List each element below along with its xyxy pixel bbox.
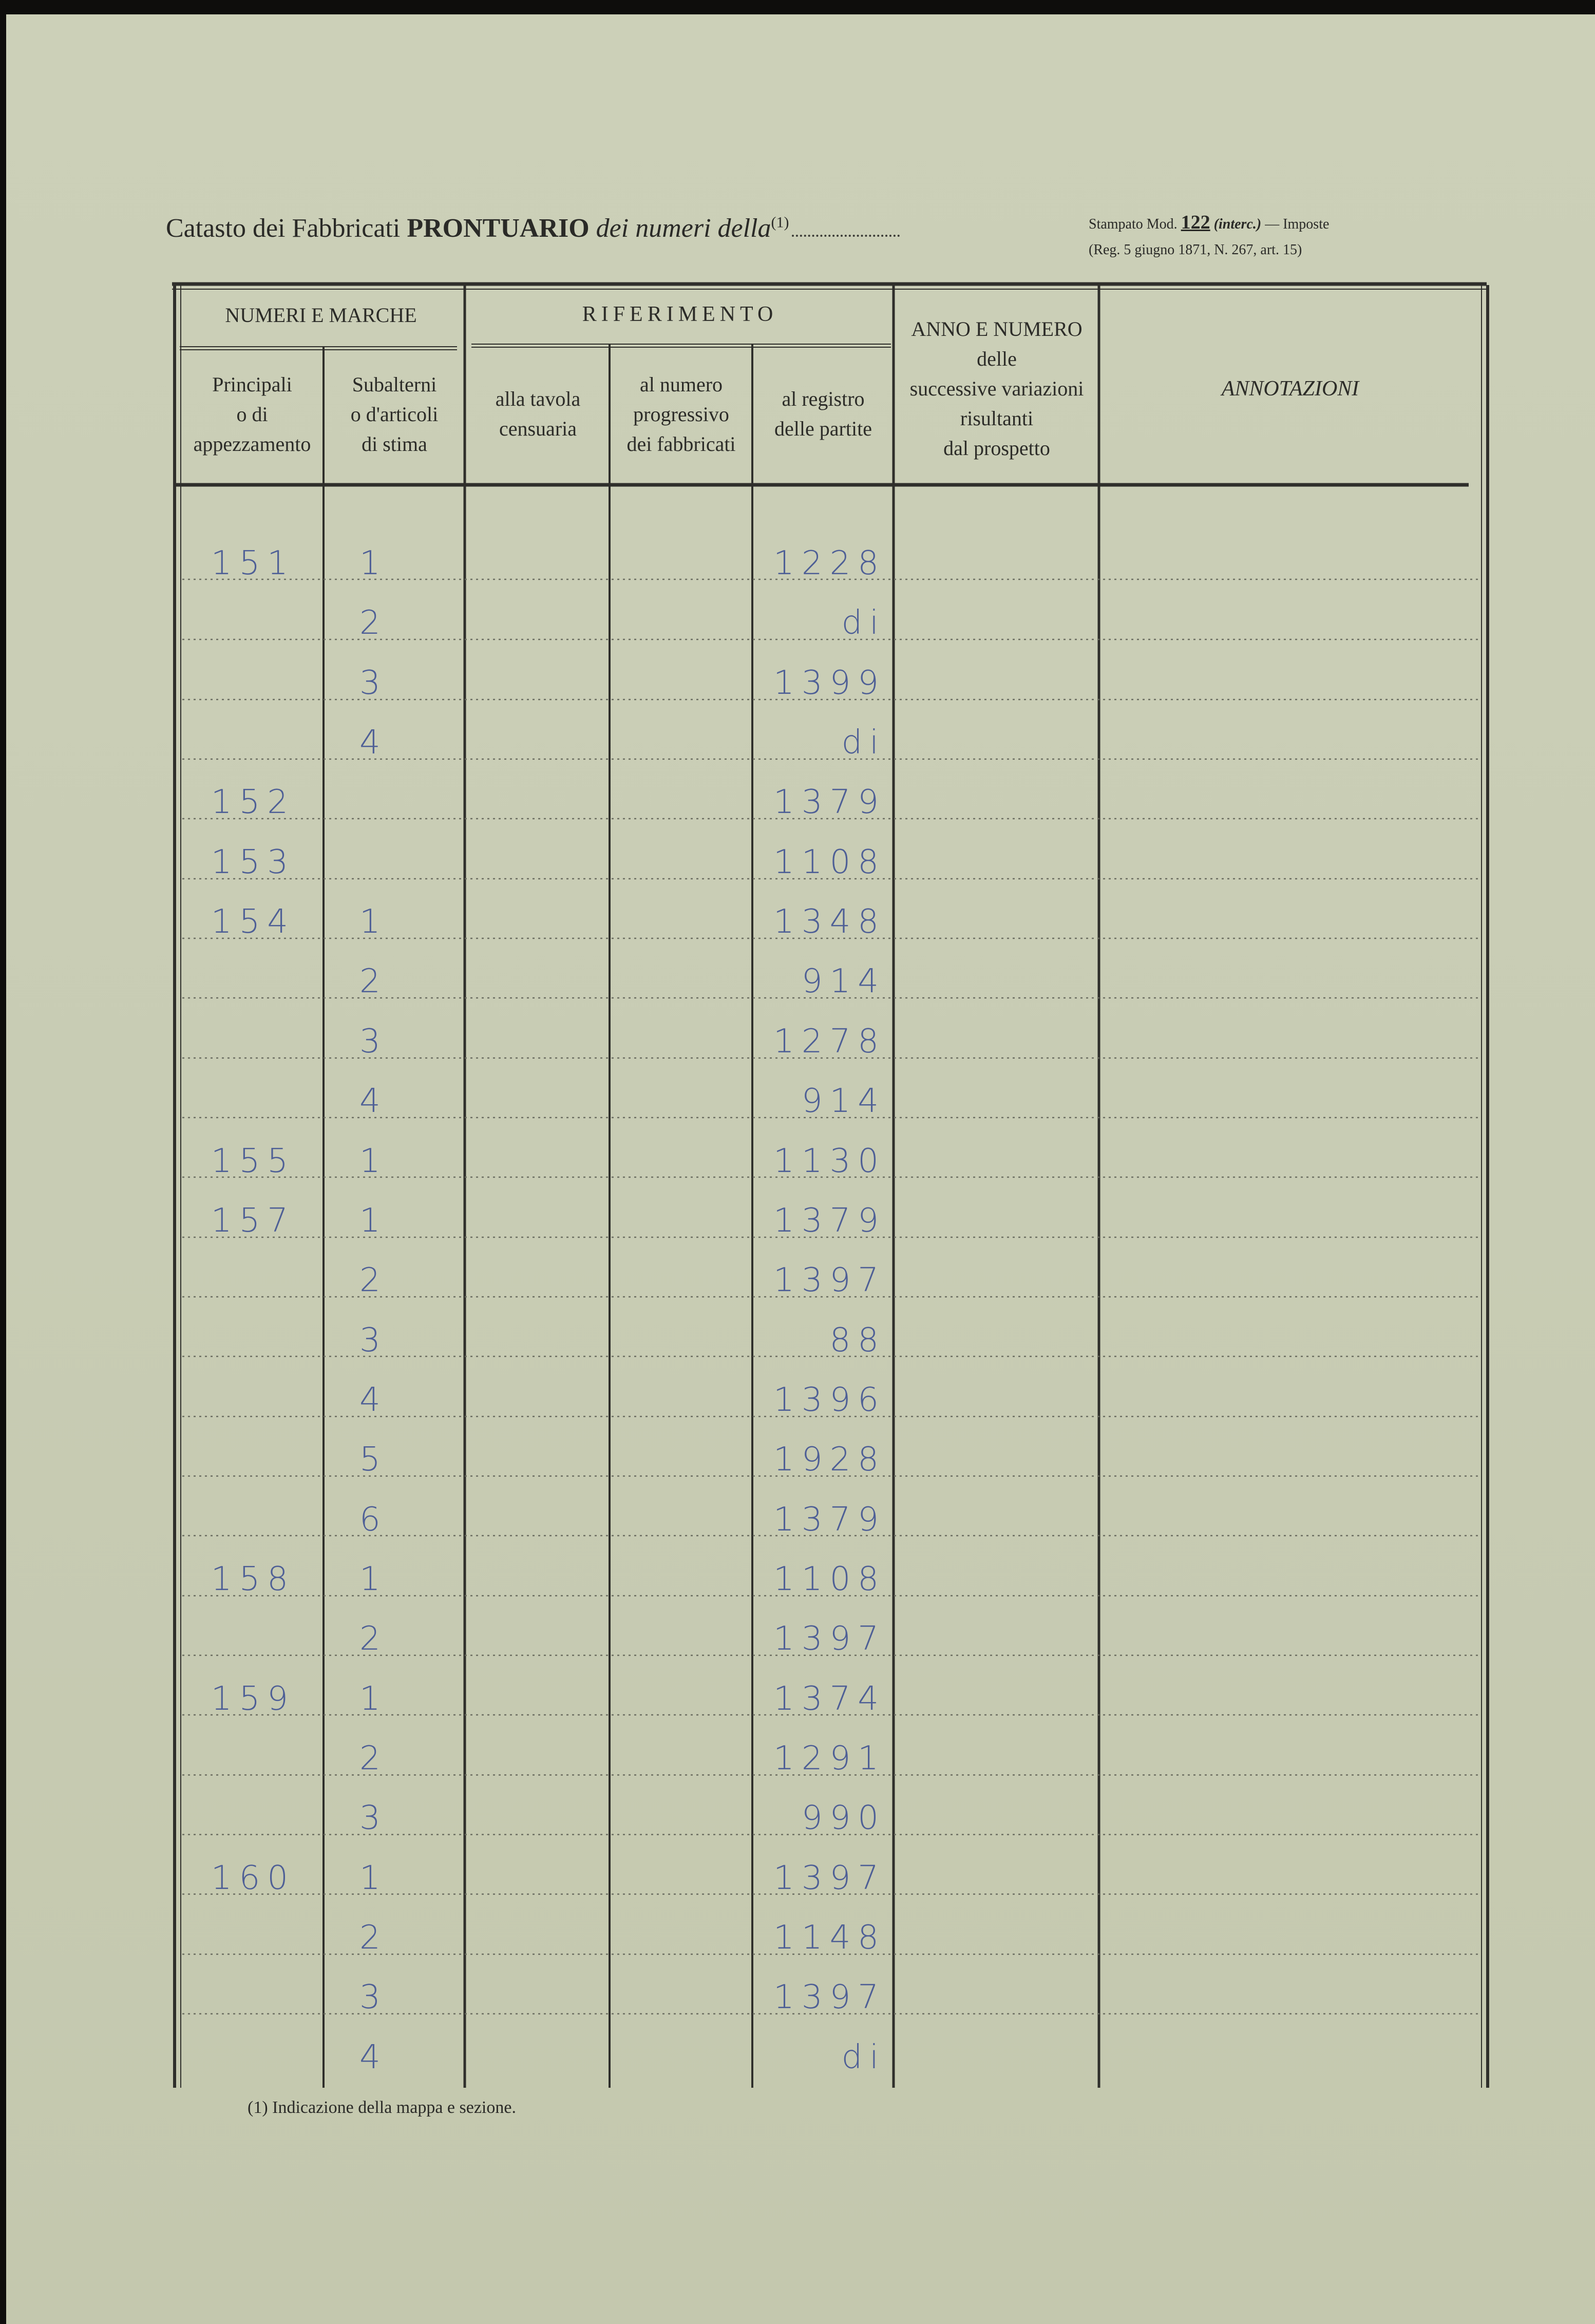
row-subalterno: 2 [359,1919,388,1957]
row-subalterno: 4 [359,724,388,762]
office-label: — Imposte [1265,216,1330,232]
row-partita: 1397 [773,1978,886,2016]
row-partita: di [841,724,886,762]
row-partita: 1291 [773,1740,886,1778]
row-subalterno: 1 [359,1142,388,1180]
row-partita: di [841,604,886,642]
row-partita: 914 [801,962,886,1000]
annotazioni-header: ANNOTAZIONI [1221,377,1359,401]
row-subalterno: 5 [359,1441,388,1479]
title-note: (1) [771,214,789,231]
row-principale: 160 [211,1859,295,1897]
row-principale: 159 [211,1680,295,1718]
model-qualifier: (interc.) [1213,216,1262,232]
row-principale: 157 [211,1202,295,1240]
regulation-ref: (Reg. 5 giugno 1871, N. 267, art. 15) [1089,242,1302,258]
row-subalterno: 4 [359,1082,388,1120]
row-partita: 1379 [773,783,886,821]
row-subalterno: 6 [359,1501,388,1539]
row-partita: 990 [801,1799,886,1837]
row-partita: 1278 [773,1023,886,1061]
row-principale: 158 [211,1560,295,1598]
row-partita: 1108 [773,843,886,881]
row-partita: 1228 [773,544,886,582]
row-partita: 1397 [773,1261,886,1299]
principali-header: Principali o di appezzamento [193,373,311,456]
registro-header: al registro delle partite [774,387,872,440]
row-subalterno: 2 [359,962,388,1000]
row-partita: 1928 [773,1441,886,1479]
title-prefix: Catasto dei Fabbricati [166,214,401,243]
row-principale: 153 [211,843,295,881]
row-subalterno: 1 [359,1680,388,1718]
row-partita: 1148 [773,1919,886,1957]
row-principale: 151 [211,544,295,582]
row-partita: 1379 [773,1501,886,1539]
row-principale: 154 [211,903,295,941]
row-principale: 155 [211,1142,295,1180]
row-principale: 152 [211,783,295,821]
row-partita: 914 [801,1082,886,1120]
row-partita: 1399 [773,664,886,702]
row-subalterno: 1 [359,1859,388,1897]
row-partita: 1108 [773,1560,886,1598]
row-subalterno: 3 [359,1321,388,1359]
row-subalterno: 4 [359,1381,388,1419]
row-partita: 1396 [773,1381,886,1419]
row-subalterno: 1 [359,1202,388,1240]
numero-progressivo-header: al numero progressivo dei fabbricati [626,373,736,456]
row-subalterno: 2 [359,1620,388,1658]
row-subalterno: 2 [359,604,388,642]
row-subalterno: 3 [359,1799,388,1837]
row-subalterno: 4 [359,2038,388,2076]
row-subalterno: 1 [359,544,388,582]
row-subalterno: 2 [359,1261,388,1299]
row-partita: 88 [829,1321,886,1359]
row-subalterno: 3 [359,664,388,702]
tavola-header: alla tavola censuaria [495,387,581,440]
row-subalterno: 3 [359,1023,388,1061]
row-partita: di [841,2038,886,2076]
row-subalterno: 1 [359,1560,388,1598]
printed-label: Stampato Mod. [1089,216,1178,232]
title-bold: PRONTUARIO [407,214,590,243]
row-partita: 1374 [773,1680,886,1718]
subalterni-header: Subalterni o d'articoli di stima [350,373,439,456]
riferimento-header: RIFERIMENTO [582,303,778,326]
title-italic: dei numeri della [596,214,771,243]
numeri-marche-header: NUMERI E MARCHE [225,304,417,327]
row-partita: 1397 [773,1620,886,1658]
row-partita: 1379 [773,1202,886,1240]
row-partita: 1130 [773,1142,886,1180]
row-subalterno: 1 [359,903,388,941]
anno-numero-header: ANNO E NUMERO delle successive variazioni risultanti dal prospetto [909,317,1084,460]
footnote: (1) Indicazione della mappa e sezione. [248,2098,516,2117]
row-subalterno: 2 [359,1740,388,1778]
model-number: 122 [1181,212,1210,233]
row-partita: 1397 [773,1859,886,1897]
row-subalterno: 3 [359,1978,388,2016]
row-partita: 1348 [773,903,886,941]
